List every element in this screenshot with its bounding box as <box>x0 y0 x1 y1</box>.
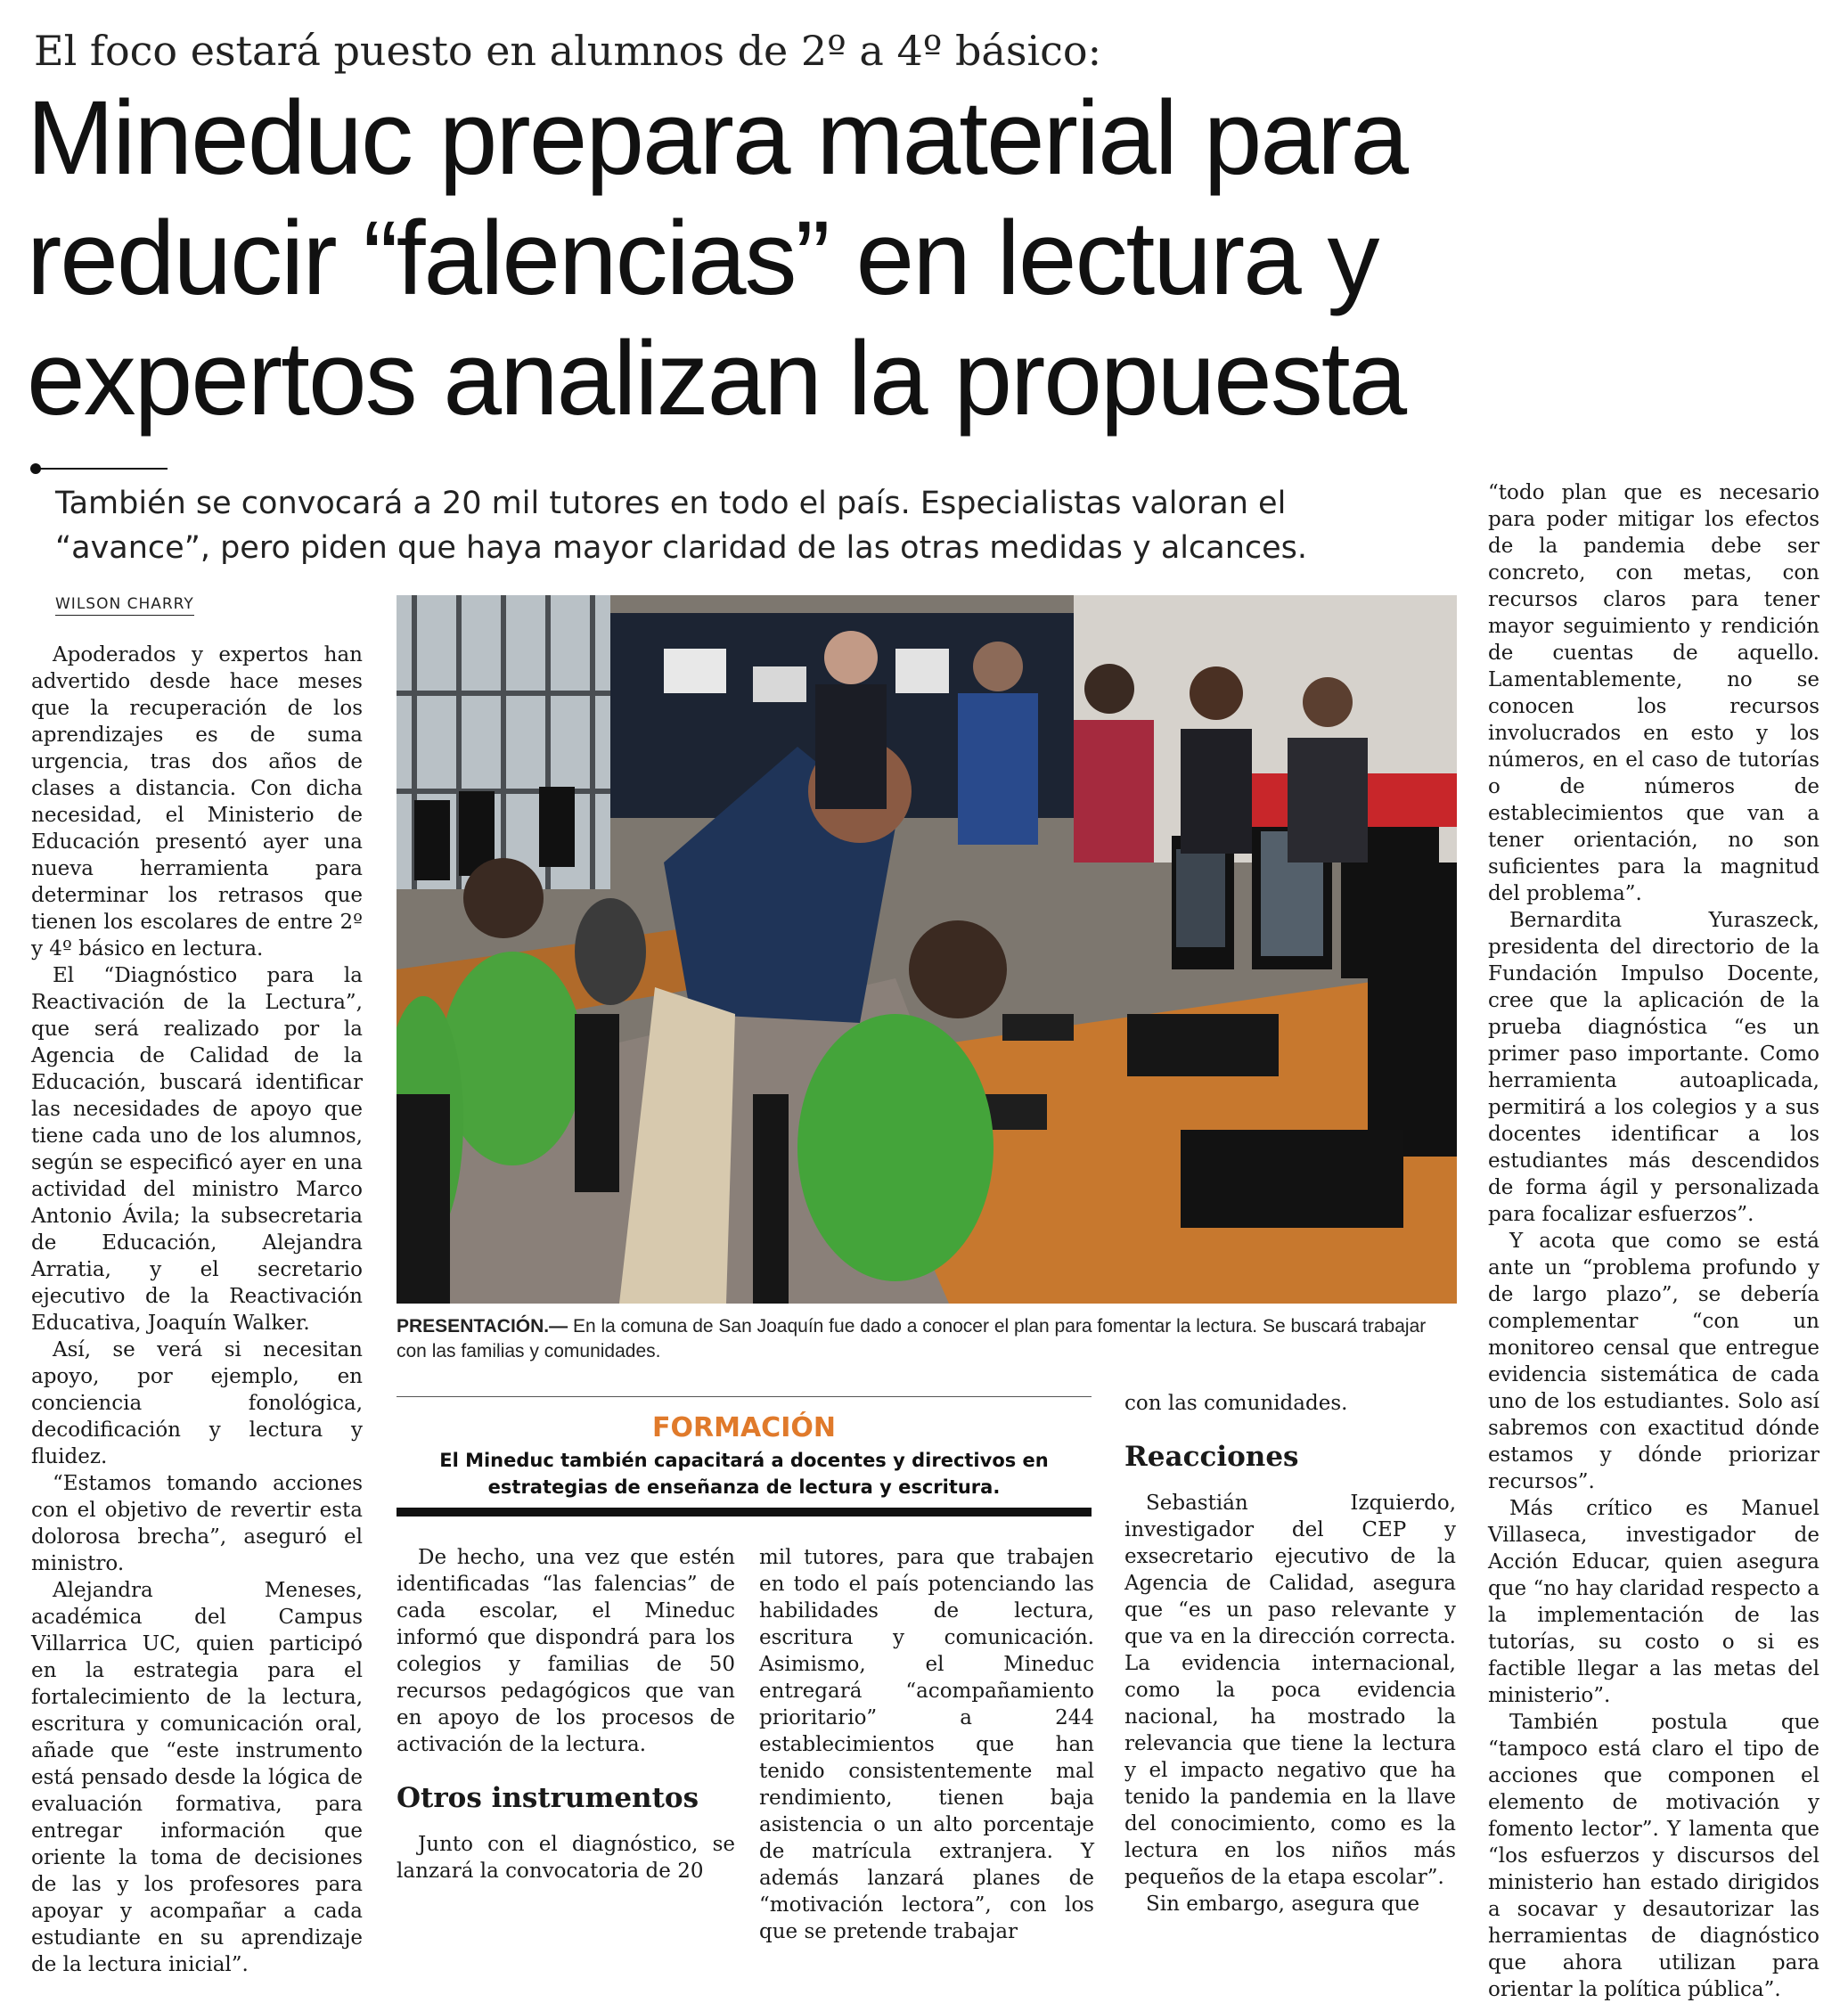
paragraph: Junto con el diagnóstico, se lanzará la convocatoria de 20 <box>397 1833 735 1883</box>
paragraph: Así, se verá si necesitan apoyo, por ejemplo, en conciencia fonológica, decodificación y lectura y fluidez. <box>31 1338 363 1468</box>
box-text: El Mineduc también capacitará a docentes y directivos en estrategias de enseñanza de lectura y escritura. <box>439 1450 1049 1498</box>
article-photo <box>397 595 1457 1304</box>
headline <box>27 78 1524 439</box>
paragraph: Y acota que como se está ante un “problema profundo y de largo plazo”, se debería complementar “con un monitoreo censal que entregue evidencia sistemática de cada uno de los estudiantes. Solo así sabremos con exactitud dónde estamos y dónde priorizar recursos”. <box>1488 1230 1819 1493</box>
subheading: Reacciones <box>1124 1441 1299 1473</box>
body-column-3 <box>759 1544 1094 1945</box>
body-column-2 <box>397 1544 735 1884</box>
paragraph: También postula que “tampoco está claro el tipo de acciones que componen el elemento de motivación y fomento lector”. Y lamenta que “los esfuerzos y discursos del ministerio han estado dirigidos a socavar y desautorizar las herramientas de diagnóstico que ahora utilizan para orientar la política pública”. <box>1488 1711 1819 2001</box>
body-column-5 <box>1488 479 1819 2003</box>
box-label: FORMACIÓN <box>652 1412 836 1443</box>
headline-line: reducir “falencias” en lectura y <box>27 200 1378 317</box>
paragraph: mil tutores, para que trabajen en todo el país potenciando las habilidades de lectura, escritura y comunicación. Asimismo, el Mineduc entregará “acompañamiento prioritario” a 244 establecimientos que han tenido consistentemente mal rendimiento, tienen baja asistencia o un alto porcentaje de matrícula extranjera. Y además lanzará planes de “motivación lectora”, con los que se pretende trabajar <box>759 1546 1094 1943</box>
body-column-1 <box>31 642 363 1978</box>
paragraph: Apoderados y expertos han advertido desde hace meses que la recuperación de los aprendizajes es de suma urgencia, tras dos años de clases a distancia. Con dicha necesidad, el Ministerio de Educación presentó ayer una nueva herramienta para determinar los retrasos que tienen los escolares de entre 2º y 4º básico en lectura. <box>31 643 363 961</box>
paragraph: Sin embargo, asegura que <box>1146 1893 1420 1916</box>
box-bottom-rule <box>397 1508 1092 1517</box>
paragraph: “Estamos tomando acciones con el objetivo de revertir esta dolorosa brecha”, aseguró el ministro. <box>31 1472 363 1575</box>
body-column-4 <box>1124 1390 1456 1917</box>
paragraph: Bernardita Yuraszeck, presidenta del directorio de la Fundación Impulso Docente, cree que la aplicación de la prueba diagnóstica “es un primer paso importante. Como herramienta autoaplicada, permitirá a los colegios y a sus docentes identificar a los estudiantes más descendidos de forma ágil y personalizada para focalizar esfuerzos”. <box>1488 909 1819 1226</box>
headline-line: expertos analizan la propuesta <box>27 320 1406 437</box>
paragraph: De hecho, una vez que estén identificadas “las falencias” de cada escolar, el Mineduc informó que dispondrá para los colegios y familias de 50 recursos pedagógicos que van en apoyo de los procesos de activación de la lectura. <box>397 1546 735 1756</box>
subheading: Otros instrumentos <box>397 1782 699 1814</box>
paragraph: Alejandra Meneses, académica del Campus Villarrica UC, quien participó en la estrategia para el fortalecimiento de la lectura, escritura y comunicación oral, añade que “este instrumento está pensado desde la lógica de evaluación formativa, para entregar información que oriente la toma de decisiones de las y los profesores para apoyar y acompañar a cada estudiante en su aprendizaje de la lectura inicial”. <box>31 1579 363 1976</box>
headline-rule <box>34 468 168 470</box>
paragraph: El “Diagnóstico para la Reactivación de la Lectura”, que será realizado por la Agencia de Calidad de la Educación, buscará identificar las necesidades de apoyo que tiene cada uno de los alumnos, según se especificó ayer en una actividad del ministro Marco Antonio Ávila; la subsecretaria de Educación, Alejandra Arratia, y el secretario ejecutivo de la Reactivación Educativa, Joaquín Walker. <box>31 964 363 1335</box>
caption-lead: PRESENTACIÓN.— <box>397 1316 568 1337</box>
photo-caption <box>397 1314 1457 1364</box>
caption-text: En la comuna de San Joaquín fue dado a conocer el plan para fomentar la lectura. Se buscará trabajar con las familias y comunidades. <box>397 1316 1427 1361</box>
kicker: El foco estará puesto en alumnos de 2º a 4º básico: <box>34 27 1102 75</box>
paragraph: Sebastián Izquierdo, investigador del CEP y exsecretario ejecutivo de la Agencia de Calidad, asegura que “es un paso relevante y que va en la dirección correcta. La evidencia internacional, como la poca evidencia nacional, ha mostrado la relevancia que tiene la lectura y el impacto negativo que ha tenido la pandemia en la llave del conocimiento, como es la lectura en los niños más pequeños de la etapa escolar”. <box>1124 1492 1456 1889</box>
box-top-rule <box>397 1396 1092 1397</box>
paragraph: Más crítico es Manuel Villaseca, investigador de Acción Educar, quien asegura que “no hay claridad respecto a la implementación de las tutorías, su costo o si es factible llegar a las metas del ministerio”. <box>1488 1497 1819 1707</box>
paragraph: con las comunidades. <box>1124 1392 1348 1415</box>
byline: WILSON CHARRY <box>55 595 194 616</box>
headline-line: Mineduc prepara material para <box>27 79 1407 197</box>
headline-rule-dot <box>30 463 41 474</box>
paragraph: “todo plan que es necesario para poder mitigar los efectos de la pandemia debe ser concreto, con metas, con recursos claros para tener mayor seguimiento y rendición de cuentas de aquello. Lamentablemente, no se conocen los recursos involucrados en esto y los números, en el caso de tutorías o de números de establecimientos que van a tener orientación, no son suficientes para la magnitud del problema”. <box>1488 481 1819 905</box>
deck: También se convocará a 20 mil tutores en todo el país. Especialistas valoran el “avance”, pero piden que haya mayor claridad de las otras medidas y alcances. <box>55 486 1308 566</box>
